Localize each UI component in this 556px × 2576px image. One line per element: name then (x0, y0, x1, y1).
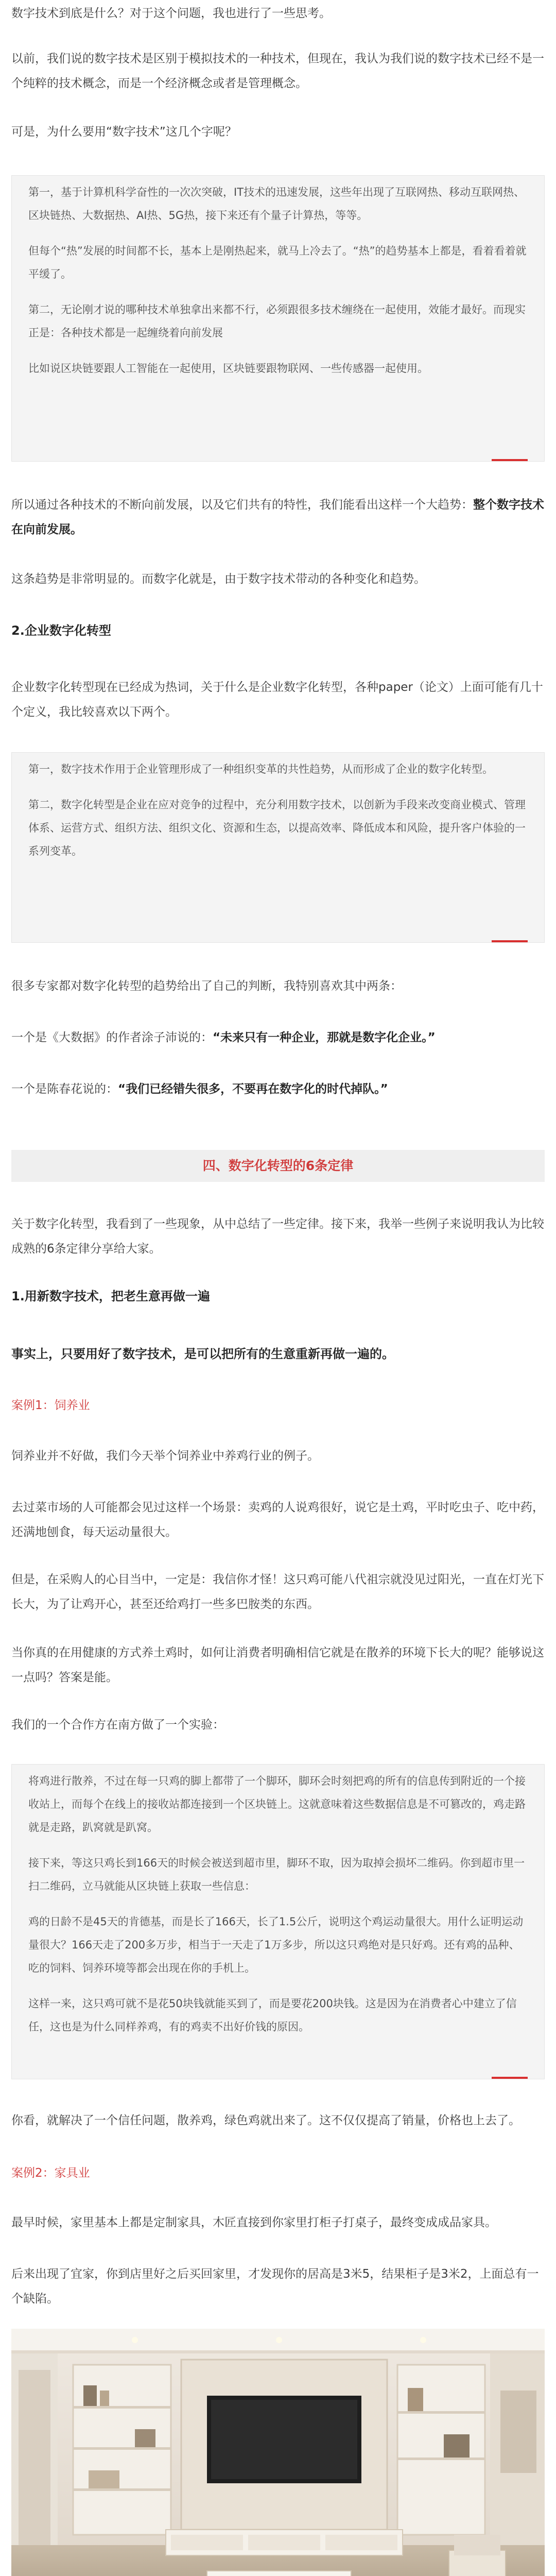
quote-paragraph: 第二，无论刚才说的哪种技术单独拿出来都不行，必须跟很多技术缠绕在一起使用，效能才最好。而现实正是：各种技术都是一起缠绕着向前发展 (28, 303, 526, 339)
case-label: 案例1：饲养业 (11, 1399, 90, 1412)
body-paragraph: 当你真的在用健康的方式养土鸡时，如何让消费者明确相信它就是在散养的环境下长大的呢？能够说这一点吗？答案是能。 (11, 1646, 544, 1684)
living-room-illustration (11, 2329, 545, 2576)
quote-paragraph: 第一，数字技术作用于企业管理形成了一种组织变革的共性趋势，从而形成了企业的数字化转型。 (28, 763, 493, 775)
body-paragraph: 企业数字化转型现在已经成为热词，关于什么是企业数字化转型，各种paper（论文）上面可能有几十个定义，我比较喜欢以下两个。 (11, 681, 543, 719)
body-paragraph: 这条趋势是非常明显的。而数字化就是，由于数字技术带动的各种变化和趋势。 (11, 572, 426, 586)
quote-paragraph: 这样一来，这只鸡可就不是花50块钱就能买到了，而是要花200块钱。这是因为在消费者心中建立了信任，这也是为什么同样养鸡，有的鸡卖不出好价钱的原因。 (28, 1997, 517, 2033)
law-statement: 事实上，只要用好了数字技术，是可以把所有的生意重新再做一遍的。 (11, 1347, 394, 1361)
body-paragraph: 你看，就解决了一个信任问题，散养鸡，绿色鸡就出来了。这不仅仅提高了销量，价格也上去了。 (11, 2114, 520, 2127)
quote-paragraph: 接下来，等这只鸡长到166天的时候会被送到超市里，脚环不取，因为取掉会损坏二维码。你到超市里一扫二维码，立马就能从区块链上获取一些信息： (28, 1857, 525, 1892)
living-room-photo (11, 2329, 545, 2576)
quote-paragraph: 将鸡进行散养，不过在每一只鸡的脚上都带了一个脚环，脚环会时刻把鸡的所有的信息传到附近的一个接收站上，而每个在线上的接收站都连接到一个区块链上。这就意味着这些数据信息是不可篡改的，鸡走路就是走路，趴窝就是趴窝。 (28, 1775, 526, 1834)
quote-paragraph: 但每个“热”发展的时间都不长，基本上是刚热起来，就马上冷去了。“热”的趋势基本上都是，看着看着就平缓了。 (28, 245, 527, 280)
body-paragraph (11, 493, 545, 542)
body-paragraph: 饲养业并不好做，我们今天举个饲养业中养鸡行业的例子。 (11, 1449, 319, 1463)
body-paragraph: 去过菜市场的人可能都会见过这样一个场景：卖鸡的人说鸡很好，说它是土鸡，平时吃虫子、吃中药，还满地刨食，每天运动量很大。 (11, 1501, 544, 1539)
quote-paragraph: 比如说区块链要跟人工智能在一起使用，区块链要跟物联网、一些传感器一起使用。 (28, 362, 428, 375)
opinion-quote: “未来只有一种企业，那就是数字化企业。” (213, 1031, 436, 1044)
section-banner: 四、数字化转型的6条定律 (11, 1150, 545, 1182)
opinion-line (11, 1025, 545, 1050)
body-paragraph: 很多专家都对数字化转型的趋势给出了自己的判断，我特别喜欢其中两条： (11, 979, 402, 993)
case-label: 案例2：家具业 (11, 2166, 90, 2180)
opinion-source: 一个是陈春花说的： (11, 1082, 118, 1096)
body-paragraph: 我们的一个合作方在南方做了一个实验： (11, 1718, 224, 1732)
quote-paragraph: 第一，基于计算机科学奋性的一次次突破，IT技术的迅速发展，这些年出现了互联网热、移动互联网热、区块链热、大数据热、AI热、5G热，接下来还有个量子计算热，等等。 (28, 186, 525, 222)
quote-paragraph: 鸡的日龄不是45天的肯德基，而是长了166天，长了1.5公斤，说明这个鸡运动量很大。用什么证明运动量很大？166天走了200多万步，相当于一天走了1万多步，所以这只鸡绝对是只好鸡。还有鸡的品种、吃的饲料、饲养环境等都会出现在你的手机上。 (28, 1916, 524, 1974)
quote-box (11, 1764, 545, 2079)
accent-divider (492, 459, 528, 461)
quote-box (11, 175, 545, 462)
quote-box (11, 752, 545, 943)
trend-emphasis: 整个数字技术在向前发展。 (11, 498, 544, 536)
body-paragraph: 后来出现了宜家，你到店里好之后买回家里，才发现你的居高是3米5，结果柜子是3米2，上面总有一个缺陷。 (11, 2267, 539, 2306)
body-paragraph: 但是，在采购人的心目当中，一定是：我信你才怪！这只鸡可能八代祖宗就没见过阳光，一直在灯光下长大，为了让鸡开心，甚至还给鸡打一些多巴胺类的东西。 (11, 1573, 544, 1611)
body-paragraph: 关于数字化转型，我看到了一些现象，从中总结了一些定律。接下来，我举一些例子来说明我认为比较成熟的6条定律分享给大家。 (11, 1217, 544, 1256)
section-heading: 2.企业数字化转型 (11, 623, 111, 638)
trend-text: 所以通过各种技术的不断向前发展，以及它们共有的特性，我们能看出这样一个大趋势： (11, 498, 473, 512)
opinion-source: 一个是《大数据》的作者涂子沛说的： (11, 1031, 213, 1044)
accent-divider (492, 2077, 528, 2079)
intro-paragraph: 以前，我们说的数字技术是区别于模拟技术的一种技术，但现在，我认为我们说的数字技术已经不是一个纯粹的技术概念，而是一个经济概念或者是管理概念。 (11, 52, 544, 90)
quote-paragraph: 第二，数字化转型是企业在应对竞争的过程中，充分利用数字技术，以创新为手段来改变商业模式、管理体系、运营方式、组织方法、组织文化、资源和生态，以提高效率、降低成本和风险，提升客户体验的一系列变革。 (28, 799, 526, 857)
accent-divider (492, 940, 528, 942)
intro-question: 数字技术到底是什么？对于这个问题，我也进行了一些思考。 (11, 7, 331, 20)
opinion-line (11, 1077, 545, 1101)
opinion-quote: “我们已经错失很多，不要再在数字化的时代掉队。” (118, 1082, 388, 1096)
body-paragraph: 最早时候，家里基本上都是定制家具，木匠直接到你家里打柜子打桌子，最终变成成品家具。 (11, 2216, 497, 2229)
intro-paragraph: 可是，为什么要用“数字技术”这几个字呢？ (11, 125, 237, 139)
law-heading: 1.用新数字技术，把老生意再做一遍 (11, 1289, 210, 1303)
